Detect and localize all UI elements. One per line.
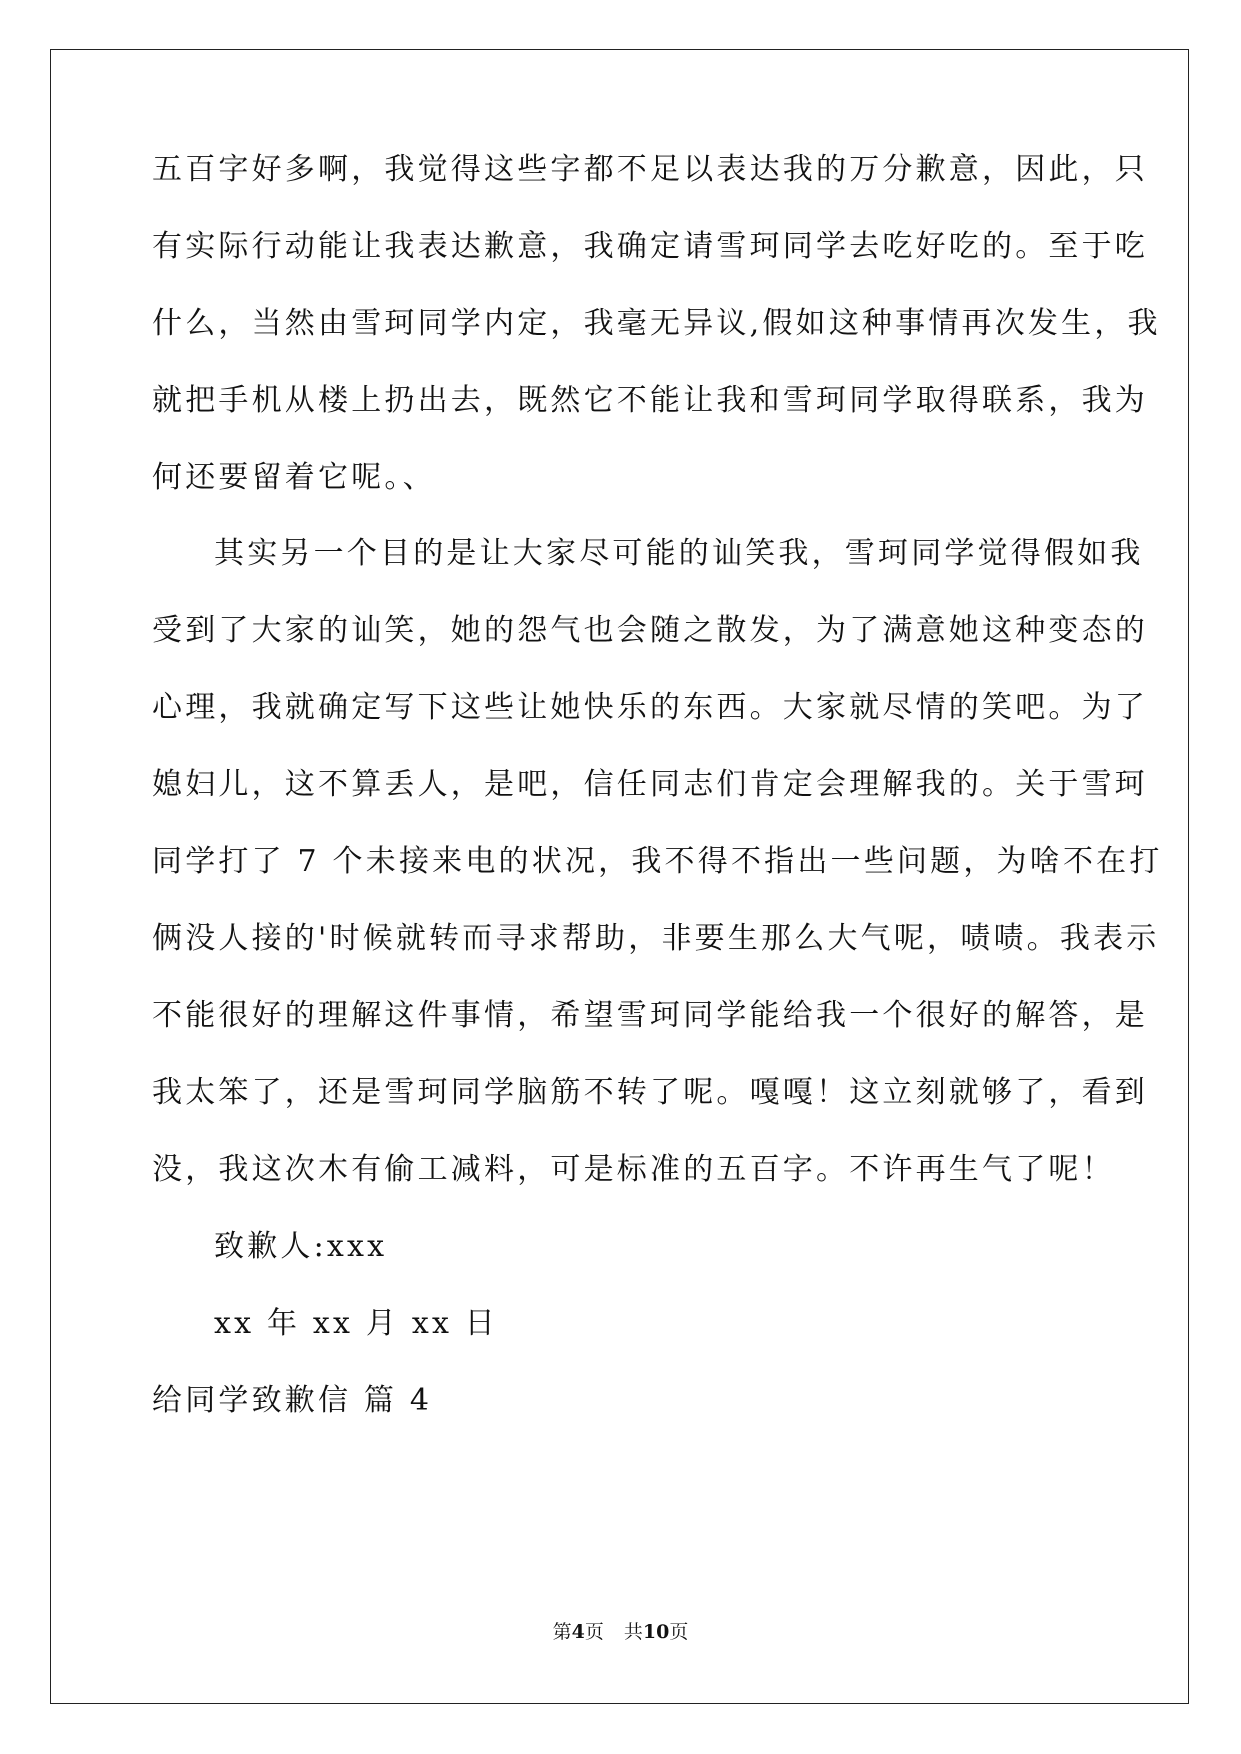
text-line: 我太笨了，还是雪珂同学脑筋不转了呢。嘎嘎！这立刻就够了，看到 — [152, 1075, 1148, 1110]
date-line: xx 年 xx 月 xx 日 — [214, 1306, 498, 1341]
page-prefix: 第 — [552, 1621, 572, 1643]
page-suffix: 页 — [584, 1621, 604, 1643]
paragraph-first-line: 其实另一个目的是让大家尽可能的讪笑我，雪珂同学觉得假如我 — [214, 536, 1144, 571]
text-line: 俩没人接的'时候就转而寻求帮助，非要生那么大气呢，啧啧。我表示 — [152, 921, 1160, 956]
page-footer — [0, 1620, 1241, 1644]
text-line: 就把手机从楼上扔出去，既然它不能让我和雪珂同学取得联系，我为 — [152, 383, 1148, 418]
text-line: 五百字好多啊，我觉得这些字都不足以表达我的万分歉意，因此，只 — [152, 152, 1148, 187]
text-line: 何还要留着它呢。、 — [152, 460, 436, 495]
text-line: 没，我这次木有偷工减料，可是标准的五百字。不许再生气了呢！ — [152, 1152, 1115, 1187]
text-line: 心理，我就确定写下这些让她快乐的东西。大家就尽情的笑吧。为了 — [152, 690, 1148, 725]
text-line: 有实际行动能让我表达歉意，我确定请雪珂同学去吃好吃的。至于吃 — [152, 229, 1148, 264]
page-number: 4 — [571, 1621, 585, 1643]
text-line: 同学打了 7 个未接来电的状况，我不得不指出一些问题，为啥不在打 — [152, 844, 1163, 879]
total-prefix: 共 — [623, 1621, 643, 1643]
total-suffix: 页 — [669, 1621, 689, 1643]
section-heading: 给同学致歉信 篇 4 — [152, 1383, 433, 1418]
signature: 致歉人:xxx — [214, 1229, 388, 1264]
text-line: 媳妇儿，这不算丢人，是吧，信任同志们肯定会理解我的。关于雪珂 — [152, 767, 1148, 802]
text-line: 什么，当然由雪珂同学内定，我毫无异议,假如这种事情再次发生，我 — [152, 306, 1161, 341]
text-line: 受到了大家的讪笑，她的怨气也会随之散发，为了满意她这种变态的 — [152, 613, 1148, 648]
text-line: 不能很好的理解这件事情，希望雪珂同学能给我一个很好的解答，是 — [152, 998, 1148, 1033]
page-total: 10 — [642, 1621, 670, 1643]
